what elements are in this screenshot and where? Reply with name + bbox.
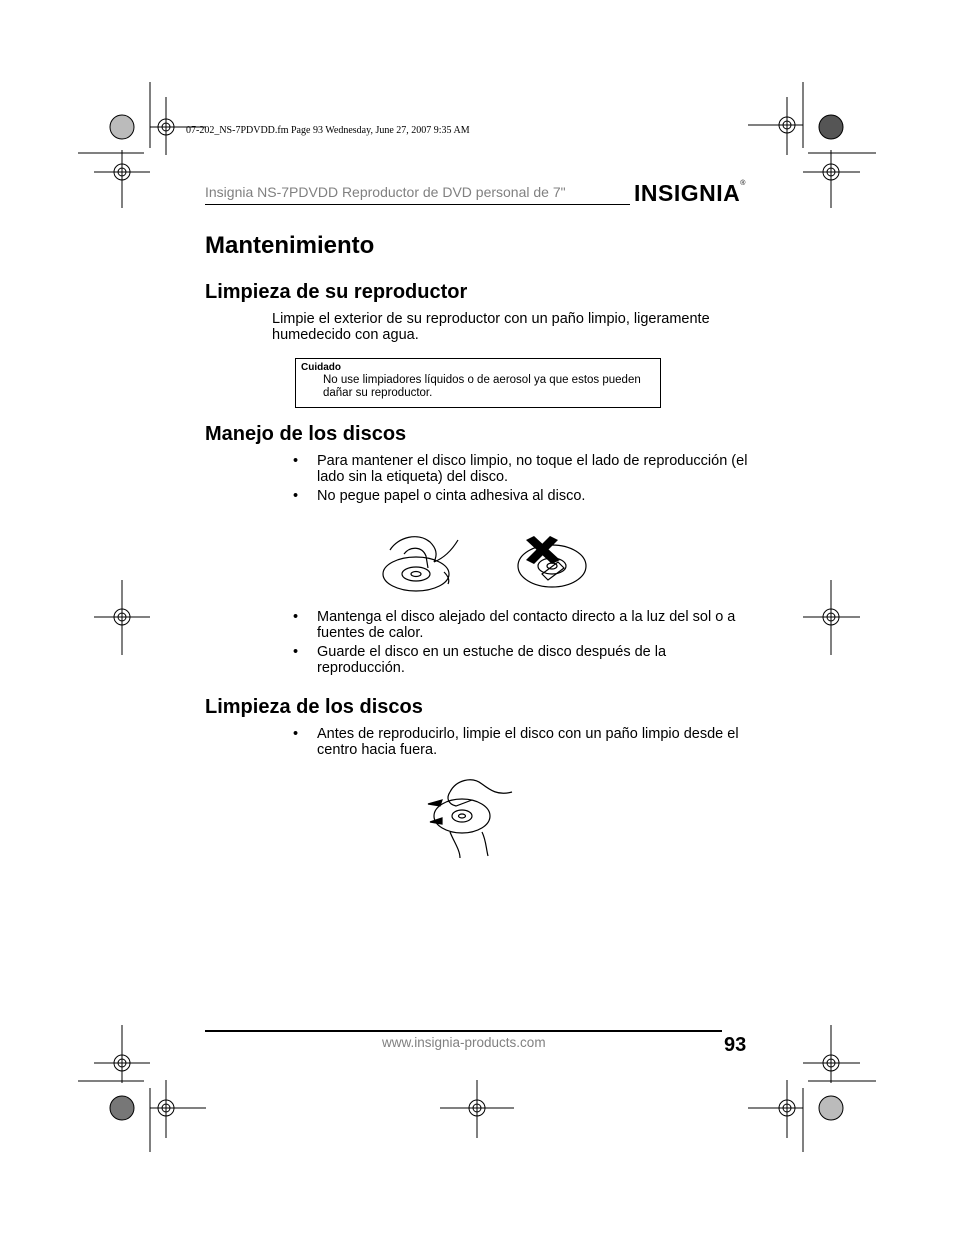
page-title: Mantenimiento	[205, 232, 375, 259]
bullet: •	[293, 453, 299, 469]
footer-divider	[205, 1030, 722, 1032]
footer-url: www.insignia-products.com	[382, 1035, 546, 1050]
caution-title: Cuidado	[301, 362, 341, 373]
hand-holding-disc-icon	[378, 532, 588, 594]
running-header: Insignia NS-7PDVDD Reproductor de DVD personal de 7"	[205, 184, 566, 200]
insignia-logo	[634, 180, 746, 207]
list-item: • No pegue papel o cinta adhesiva al disco.	[293, 488, 586, 504]
list-item: • Para mantener el disco limpio, no toque el lado de reproducción (el lado sin la etiqueta) del disco.	[293, 453, 748, 485]
bullet: •	[293, 726, 299, 742]
heading-cleaning-discs: Limpieza de los discos	[205, 696, 423, 718]
list-item: • Mantenga el disco alejado del contacto directo a la luz del sol o a fuentes de calor.	[293, 609, 736, 641]
print-slug: 07-202_NS-7PDVDD.fm Page 93 Wednesday, June 27, 2007 9:35 AM	[186, 125, 470, 136]
handling-bullets-top	[293, 454, 753, 509]
logo-registered-mark: ®	[740, 180, 746, 187]
bullet: •	[293, 644, 299, 660]
list-item: • Antes de reproducirlo, limpie el disco con un paño limpio desde el centro hacia fuera.	[293, 726, 739, 758]
heading-handling-discs: Manejo de los discos	[205, 423, 407, 445]
list-item: • Guarde el disco en un estuche de disco después de la reproducción.	[293, 644, 667, 676]
cleaning-player-text: Limpie el exterior de su reproductor con un paño limpio, ligeramente humedecido con agua.	[272, 311, 710, 343]
header-divider	[205, 204, 630, 205]
bullet: •	[293, 488, 299, 504]
page-number: 93	[724, 1034, 747, 1056]
bullet: •	[293, 609, 299, 625]
caution-text: No use limpiadores líquidos o de aerosol ya que estos pueden dañar su reproductor.	[323, 374, 641, 399]
handling-bullets-bottom	[293, 610, 753, 680]
disc-with-tape-prohibited-icon	[518, 536, 586, 587]
hand-wiping-disc-icon	[420, 770, 520, 862]
logo-text: INSIGNIA	[634, 180, 741, 206]
caution-box	[295, 358, 661, 408]
heading-cleaning-player: Limpieza de su reproductor	[205, 281, 468, 303]
cleaning-discs-bullets	[293, 727, 753, 762]
